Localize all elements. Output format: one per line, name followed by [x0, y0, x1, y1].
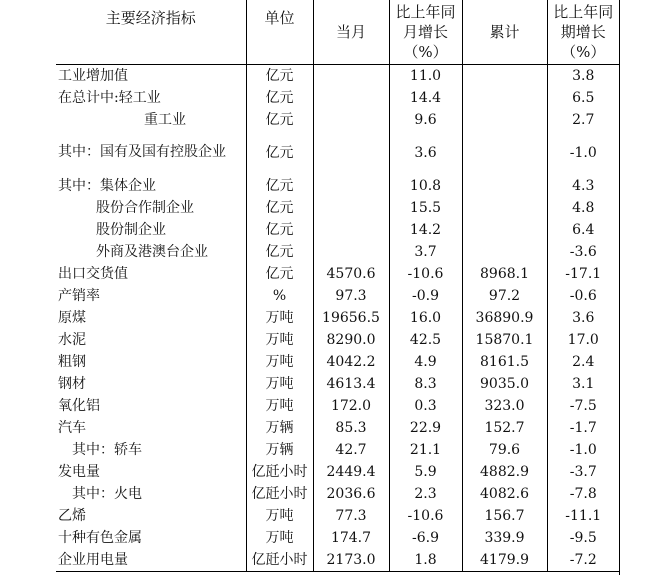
- cumulative-value: 323.0: [462, 395, 547, 417]
- period-growth-value: 6.4: [547, 219, 619, 241]
- header-cumulative: [462, 0, 547, 64]
- cumulative-value: 8161.5: [462, 351, 547, 373]
- month-value: 85.3: [313, 417, 389, 439]
- period-growth-value: -3.6: [547, 241, 619, 263]
- month-value: 19656.5: [313, 307, 389, 329]
- indicator-unit: 万吨: [246, 373, 313, 395]
- month-growth-value: 1.8: [389, 549, 462, 572]
- indicator-unit: 亿元: [246, 131, 313, 175]
- header-unit: [246, 0, 313, 64]
- header-indicator-text: 主要经济指标: [105, 9, 196, 27]
- table-row: [56, 549, 619, 572]
- indicator-unit: 万吨: [246, 307, 313, 329]
- table-header: [56, 0, 619, 64]
- indicator-unit: 万吨: [246, 527, 313, 549]
- month-growth-value: 8.3: [389, 373, 462, 395]
- indicator-name: 出口交货值: [58, 265, 128, 282]
- cumulative-value: 339.9: [462, 527, 547, 549]
- indicator-name: 水泥: [58, 331, 86, 348]
- month-growth-value: 16.0: [389, 307, 462, 329]
- table-row: [56, 175, 619, 197]
- month-growth-value: 3.7: [389, 241, 462, 263]
- period-growth-value: -7.5: [547, 395, 619, 417]
- indicator-name: 钢材: [58, 375, 86, 392]
- indicator-name: 十种有色金属: [58, 529, 142, 546]
- table-row: [56, 131, 619, 175]
- period-growth-value: 17.0: [547, 329, 619, 351]
- period-growth-value: 6.5: [547, 87, 619, 109]
- economic-indicators-table: [56, 0, 619, 572]
- header-cumulative-text: 累计: [489, 22, 520, 41]
- period-growth-value: -3.7: [547, 461, 619, 483]
- period-growth-value: 4.8: [547, 197, 619, 219]
- month-growth-value: 11.0: [389, 64, 462, 87]
- cumulative-value: 4882.9: [462, 461, 547, 483]
- period-growth-value: 2.4: [547, 351, 619, 373]
- table-row: [56, 395, 619, 417]
- cumulative-value: 36890.9: [462, 307, 547, 329]
- table-row: [56, 505, 619, 527]
- header-indicator: [56, 0, 246, 64]
- indicator-name: 乙烯: [58, 507, 86, 524]
- cumulative-value: 79.6: [462, 439, 547, 461]
- month-value: 97.3: [313, 285, 389, 307]
- period-growth-value: -11.1: [547, 505, 619, 527]
- period-growth-value: 3.6: [547, 307, 619, 329]
- table-row: [56, 109, 619, 131]
- indicator-name: 其中：火电: [72, 485, 142, 502]
- table-row: [56, 351, 619, 373]
- indicator-unit: 亿元: [246, 241, 313, 263]
- month-value: 2173.0: [313, 549, 389, 572]
- month-value: 2449.4: [313, 461, 389, 483]
- indicator-name: 工业增加值: [58, 67, 128, 84]
- header-month-growth-line1: 比上年同: [395, 2, 456, 21]
- month-growth-value: 9.6: [389, 109, 462, 131]
- header-month-text: 当月: [335, 22, 366, 41]
- month-growth-value: 14.4: [389, 87, 462, 109]
- month-growth-value: 5.9: [389, 461, 462, 483]
- cumulative-value: [462, 64, 547, 87]
- indicator-unit: 亿元: [246, 87, 313, 109]
- period-growth-value: -7.8: [547, 483, 619, 505]
- indicator-name: 其中：国有及国有控股企业: [58, 144, 226, 160]
- table-row: [56, 219, 619, 241]
- indicator-unit: 亿瓩小时: [246, 461, 313, 483]
- cumulative-value: 4082.6: [462, 483, 547, 505]
- indicator-name: 产销率: [58, 287, 100, 304]
- indicator-name: 股份合作制企业: [96, 199, 194, 216]
- indicator-name: 重工业: [144, 111, 186, 128]
- cumulative-value: 9035.0: [462, 373, 547, 395]
- indicator-unit: 亿元: [246, 175, 313, 197]
- period-growth-value: 3.8: [547, 64, 619, 87]
- month-growth-value: -0.9: [389, 285, 462, 307]
- month-value: 172.0: [313, 395, 389, 417]
- month-value: [313, 87, 389, 109]
- table-row: [56, 197, 619, 219]
- indicator-unit: 亿元: [246, 197, 313, 219]
- header-period-growth: [547, 0, 619, 64]
- indicator-unit: 万吨: [246, 351, 313, 373]
- month-value: 2036.6: [313, 483, 389, 505]
- month-growth-value: 15.5: [389, 197, 462, 219]
- table-row: [56, 439, 619, 461]
- month-value: 4570.6: [313, 263, 389, 285]
- month-growth-value: -10.6: [389, 505, 462, 527]
- indicator-unit: 万吨: [246, 395, 313, 417]
- table-row: [56, 285, 619, 307]
- table-row: [56, 461, 619, 483]
- indicator-unit: 亿元: [246, 64, 313, 87]
- month-growth-value: 4.9: [389, 351, 462, 373]
- cumulative-value: [462, 87, 547, 109]
- month-value: 4613.4: [313, 373, 389, 395]
- cumulative-value: [462, 241, 547, 263]
- indicator-name: 发电量: [58, 463, 100, 480]
- table-row: [56, 241, 619, 263]
- period-growth-value: -1.0: [547, 439, 619, 461]
- header-period-growth-line3: （%）: [561, 42, 606, 61]
- table-row: [56, 329, 619, 351]
- month-growth-value: 0.3: [389, 395, 462, 417]
- indicator-name: 汽车: [58, 419, 86, 436]
- month-value: [313, 175, 389, 197]
- table-row: [56, 417, 619, 439]
- header-month-growth: [389, 0, 462, 64]
- header-period-growth-line2: 期增长: [560, 22, 606, 41]
- month-growth-value: 21.1: [389, 439, 462, 461]
- header-period-growth-line1: 比上年同: [553, 2, 614, 21]
- cumulative-value: [462, 175, 547, 197]
- period-growth-value: -1.7: [547, 417, 619, 439]
- table-body: [56, 64, 619, 571]
- indicator-unit: 万吨: [246, 329, 313, 351]
- period-growth-value: -7.2: [547, 549, 619, 572]
- header-unit-text: 单位: [264, 9, 295, 27]
- header-month-growth-line3: （%）: [403, 42, 448, 61]
- indicator-name: 氧化铝: [58, 397, 100, 414]
- indicator-unit: 亿元: [246, 219, 313, 241]
- cumulative-value: 152.7: [462, 417, 547, 439]
- month-value: [313, 197, 389, 219]
- header-month-growth-line2: 月增长: [402, 22, 448, 41]
- cumulative-value: [462, 197, 547, 219]
- indicator-name: 外商及港澳台企业: [96, 243, 208, 260]
- indicator-unit: 亿元: [246, 109, 313, 131]
- cumulative-value: [462, 219, 547, 241]
- table-row: [56, 527, 619, 549]
- cumulative-value: 4179.9: [462, 549, 547, 572]
- table-row: [56, 373, 619, 395]
- indicator-name: 原煤: [58, 309, 86, 326]
- table-row: [56, 64, 619, 87]
- indicator-name: 其中：集体企业: [58, 177, 156, 194]
- period-growth-value: -0.6: [547, 285, 619, 307]
- indicator-unit: 亿瓩小时: [246, 483, 313, 505]
- month-growth-value: 22.9: [389, 417, 462, 439]
- period-growth-value: 4.3: [547, 175, 619, 197]
- indicator-unit: 万吨: [246, 505, 313, 527]
- month-growth-value: 42.5: [389, 329, 462, 351]
- month-value: [313, 219, 389, 241]
- indicator-unit: 亿瓩小时: [246, 549, 313, 572]
- indicator-unit: 万辆: [246, 417, 313, 439]
- cumulative-value: [462, 109, 547, 131]
- month-value: [313, 64, 389, 87]
- table-row: [56, 483, 619, 505]
- statistics-table-container: [56, 0, 619, 572]
- table-row: [56, 87, 619, 109]
- cumulative-value: [462, 131, 547, 175]
- cumulative-value: 8968.1: [462, 263, 547, 285]
- month-growth-value: 10.8: [389, 175, 462, 197]
- indicator-name: 粗钢: [58, 353, 86, 370]
- month-value: [313, 241, 389, 263]
- period-growth-value: 2.7: [547, 109, 619, 131]
- month-value: [313, 131, 389, 175]
- indicator-name: 企业用电量: [56, 549, 246, 572]
- period-growth-value: -1.0: [547, 131, 619, 175]
- period-growth-value: -17.1: [547, 263, 619, 285]
- cumulative-value: 156.7: [462, 505, 547, 527]
- period-growth-value: 3.1: [547, 373, 619, 395]
- month-value: 77.3: [313, 505, 389, 527]
- month-growth-value: 14.2: [389, 219, 462, 241]
- period-growth-value: -9.5: [547, 527, 619, 549]
- cumulative-value: 15870.1: [462, 329, 547, 351]
- month-growth-value: -6.9: [389, 527, 462, 549]
- indicator-name: 在总计中:轻工业: [58, 89, 161, 106]
- month-value: 42.7: [313, 439, 389, 461]
- header-month: [313, 0, 389, 64]
- indicator-name: 其中：轿车: [72, 441, 142, 458]
- month-growth-value: 3.6: [389, 131, 462, 175]
- indicator-unit: 亿元: [246, 263, 313, 285]
- cumulative-value: 97.2: [462, 285, 547, 307]
- indicator-unit: 万辆: [246, 439, 313, 461]
- indicator-unit: %: [246, 285, 313, 307]
- indicator-name: 股份制企业: [96, 221, 166, 238]
- month-growth-value: -10.6: [389, 263, 462, 285]
- month-value: [313, 109, 389, 131]
- table-row: [56, 307, 619, 329]
- table-row: [56, 263, 619, 285]
- month-growth-value: 2.3: [389, 483, 462, 505]
- month-value: 8290.0: [313, 329, 389, 351]
- table-right-border: [619, 0, 620, 575]
- month-value: 4042.2: [313, 351, 389, 373]
- month-value: 174.7: [313, 527, 389, 549]
